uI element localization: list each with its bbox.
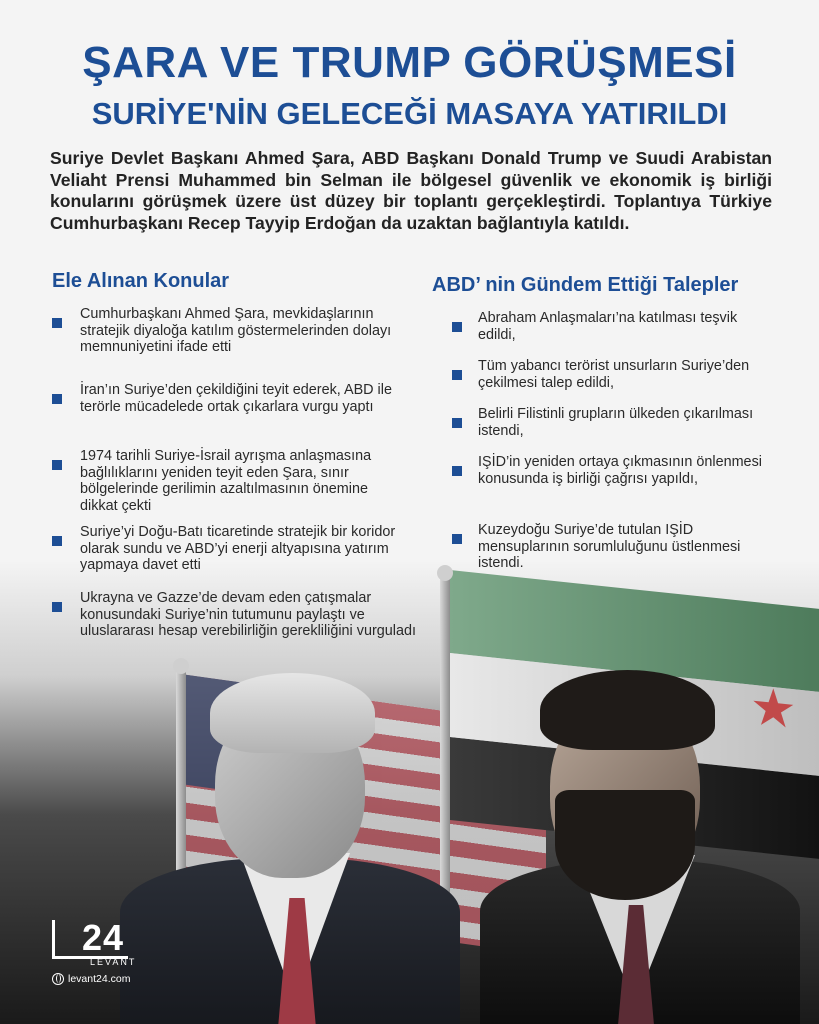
list-item: Tüm yabancı terörist unsurların Suriye’den çekilmesi talep edildi, — [452, 358, 774, 391]
page-subtitle: SURİYE'NİN GELECEĞİ MASAYA YATIRILDI — [91, 96, 728, 131]
syria-flag-image: ★ — [450, 570, 819, 860]
list-item: Ukrayna ve Gazze’de devam eden çatışmalar konusundaki Suriye’nin tutumunu paylaştı ve uluslararası hesap verebilirliğin gerekliliğini vurguladı — [52, 590, 416, 640]
bullet-square-icon — [452, 534, 462, 544]
globe-icon — [52, 973, 64, 985]
levant24-logo — [52, 917, 137, 985]
logo-mark: 24 — [52, 920, 128, 959]
list-item: Cumhurbaşkanı Ahmed Şara, mevkidaşlarının stratejik diyaloğa katılım göstermelerinden dolayı memnuniyetini ifade etti — [52, 306, 412, 356]
bullet-square-icon — [52, 536, 62, 546]
list-item: Suriye’yi Doğu-Batı ticaretinde stratejik bir koridor olarak sundu ve ABD’yi enerji altyapısına yatırım yapmaya davet etti — [52, 524, 430, 574]
list-item: Belirli Filistinli grupların ülkeden çıkarılması istendi, — [452, 406, 768, 439]
left-column-title: Ele Alınan Konular — [52, 270, 230, 292]
list-item: İran’ın Suriye’den çekildiğini teyit ederek, ABD ile terörle mücadelede ortak çıkarlara vurgu yaptı — [52, 382, 412, 415]
list-item: Kuzeydoğu Suriye’de tutulan IŞİD mensuplarının sorumluluğunu üstlenmesi istendi. — [452, 522, 774, 572]
list-item: IŞİD’in yeniden ortaya çıkmasının önlenmesi konusunda iş birliği çağrısı yapıldı, — [452, 454, 774, 487]
bullet-square-icon — [452, 370, 462, 380]
bullet-square-icon — [52, 394, 62, 404]
bullet-square-icon — [452, 466, 462, 476]
list-item: 1974 tarihli Suriye-İsrail ayrışma anlaşmasına bağlılıklarını yeniden teyit eden Şara, sınır bölgelerinde gerilimin azaltılmasının önemine dikkat çekti — [52, 448, 400, 514]
bullet-square-icon — [52, 602, 62, 612]
logo-name: LEVANT — [90, 957, 137, 967]
bullet-square-icon — [452, 322, 462, 332]
website-url: levant24.com — [52, 973, 136, 985]
bullet-square-icon — [52, 318, 62, 328]
bullet-square-icon — [52, 460, 62, 470]
intro-paragraph: Suriye Devlet Başkanı Ahmed Şara, ABD Başkanı Donald Trump ve Suudi Arabistan Veliaht Prensi Muhammed bin Selman ile bölgesel güvenlik ve ekonomik iş birliği konularını görüşmek üzere üst düzey bir toplantı gerçekleştirdi. Toplantıya Türkiye Cumhurbaşkanı Recep Tayyip Erdoğan da uzaktan bağlantıyla katıldı. — [50, 148, 772, 233]
person-left-photo — [120, 668, 460, 1024]
list-item: Abraham Anlaşmaları’na katılması teşvik edildi, — [452, 310, 774, 343]
person-right-photo — [480, 660, 800, 1024]
page-title: ŞARA VE TRUMP GÖRÜŞMESİ — [82, 38, 737, 87]
bullet-square-icon — [452, 418, 462, 428]
right-column-title: ABD’ nin Gündem Ettiği Talepler — [432, 274, 739, 296]
